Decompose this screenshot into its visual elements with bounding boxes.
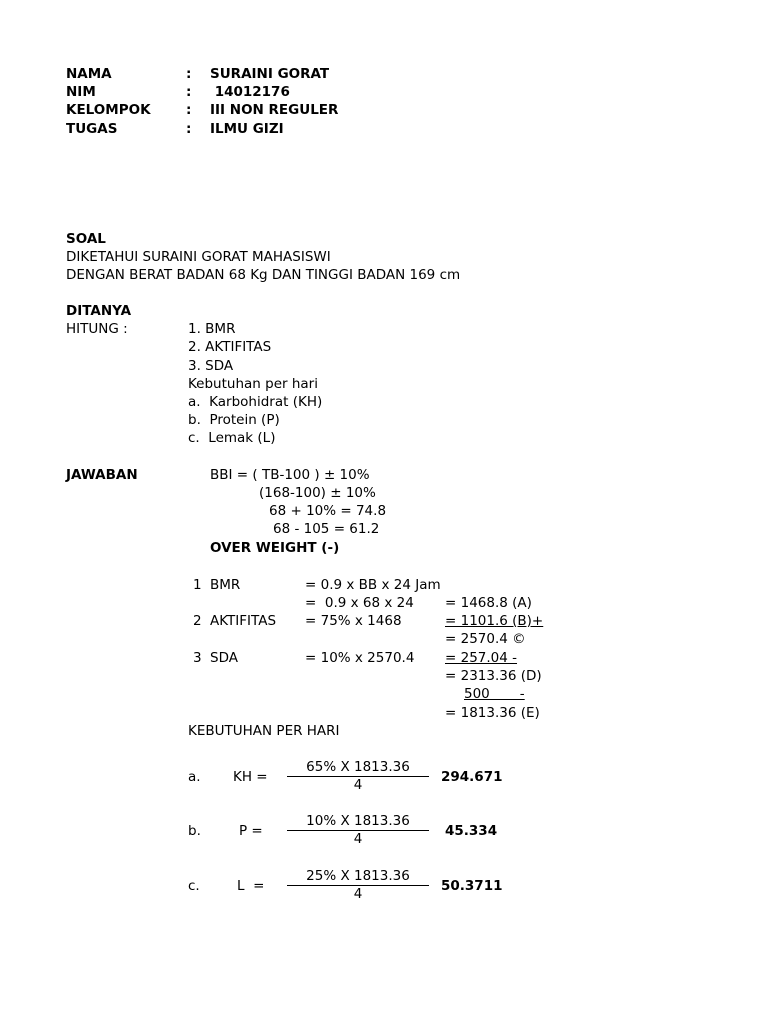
ditanya-item: 1. BMR (188, 321, 236, 337)
fraction-denominator: 4 (353, 886, 363, 902)
step-result: = 1101.6 (B)+ (445, 613, 544, 629)
ditanya-item: Kebutuhan per hari (188, 376, 318, 392)
fraction (283, 868, 433, 903)
ditanya-item: 2. AKTIFITAS (188, 339, 272, 355)
header-sep: : (186, 84, 192, 100)
kebutuhan-name: P = (239, 823, 263, 839)
step-formula: = 75% x 1468 (305, 613, 402, 629)
header-value-kelompok: III NON REGULER (210, 102, 339, 118)
header-label-tugas: TUGAS (66, 121, 118, 137)
step-name: BMR (210, 577, 241, 593)
kebutuhan-result: 45.334 (445, 823, 498, 839)
step-result: = 1813.36 (E) (445, 705, 540, 721)
bbi-line: (168-100) ± 10% (259, 485, 376, 501)
kebutuhan-name: KH = (233, 769, 268, 785)
step-result: = 2570.4 © (445, 631, 526, 647)
bbi-line: 68 + 10% = 74.8 (269, 503, 387, 519)
header-label-nim: NIM (66, 84, 96, 100)
fraction (283, 759, 433, 794)
header-value-nim: 14012176 (210, 84, 290, 100)
kebutuhan-result: 50.3711 (441, 878, 503, 894)
fraction (283, 813, 433, 848)
header-label-nama: NAMA (66, 66, 112, 82)
header-label-kelompok: KELOMPOK (66, 102, 151, 118)
header-sep: : (186, 102, 192, 118)
kebutuhan-title: KEBUTUHAN PER HARI (188, 723, 340, 739)
step-name: SDA (210, 650, 238, 666)
step-result: = 1468.8 (A) (445, 595, 532, 611)
ditanya-item: a. Karbohidrat (KH) (188, 394, 323, 410)
step-number: 2 (193, 613, 202, 629)
step-result: = 2313.36 (D) (445, 668, 542, 684)
weight-status: OVER WEIGHT (-) (210, 540, 340, 556)
step-name: AKTIFITAS (210, 613, 277, 629)
ditanya-item: 3. SDA (188, 358, 234, 374)
soal-title: SOAL (66, 231, 106, 247)
step-result: = 257.04 - (445, 650, 518, 666)
step-formula: = 10% x 2570.4 (305, 650, 415, 666)
kebutuhan-letter: c. (188, 878, 200, 894)
header-sep: : (186, 121, 192, 137)
kebutuhan-letter: b. (188, 823, 201, 839)
fraction-denominator: 4 (353, 777, 363, 793)
ditanya-title: DITANYA (66, 303, 132, 319)
kebutuhan-result: 294.671 (441, 769, 503, 785)
bbi-line: BBI = ( TB-100 ) ± 10% (210, 467, 370, 483)
fraction-numerator: 10% X 1813.36 (306, 813, 410, 829)
ditanya-item: c. Lemak (L) (188, 430, 276, 446)
header-value-nama: SURAINI GORAT (210, 66, 330, 82)
step-number: 3 (193, 650, 202, 666)
jawaban-title: JAWABAN (66, 467, 138, 483)
fraction-denominator: 4 (353, 831, 363, 847)
step-result: 500 - (464, 686, 525, 702)
step-formula: = 0.9 x 68 x 24 (305, 595, 414, 611)
step-formula: = 0.9 x BB x 24 Jam (305, 577, 441, 593)
kebutuhan-name: L = (237, 878, 265, 894)
soal-line: DIKETAHUI SURAINI GORAT MAHASISWI (66, 249, 331, 265)
step-number: 1 (193, 577, 202, 593)
hitung-label: HITUNG : (66, 321, 128, 337)
bbi-line: 68 - 105 = 61.2 (273, 521, 380, 537)
fraction-numerator: 25% X 1813.36 (306, 868, 410, 884)
soal-line: DENGAN BERAT BADAN 68 Kg DAN TINGGI BADAN 169 cm (66, 267, 461, 283)
header-sep: : (186, 66, 192, 82)
kebutuhan-letter: a. (188, 769, 201, 785)
header-value-tugas: ILMU GIZI (210, 121, 284, 137)
fraction-numerator: 65% X 1813.36 (306, 759, 410, 775)
ditanya-item: b. Protein (P) (188, 412, 280, 428)
